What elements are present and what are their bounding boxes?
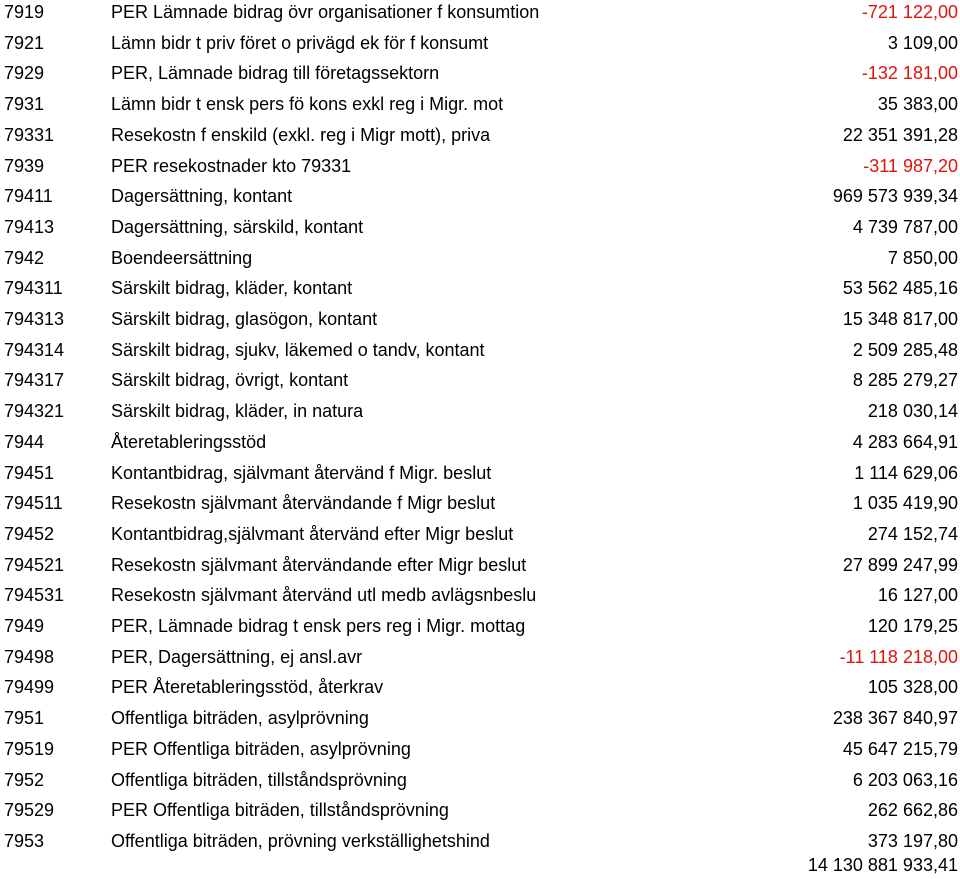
account-amount: 16 127,00 bbox=[877, 585, 958, 606]
account-description: PER, Lämnade bidrag t ensk pers reg i Migr. mottag bbox=[111, 616, 526, 636]
ledger-row bbox=[0, 304, 960, 334]
account-code: 794511 bbox=[4, 493, 63, 514]
account-amount: -132 181,00 bbox=[861, 63, 958, 84]
account-description: Dagersättning, särskild, kontant bbox=[111, 216, 364, 237]
ledger-row bbox=[0, 243, 960, 273]
ledger-row bbox=[0, 580, 960, 610]
account-code: 794521 bbox=[4, 554, 65, 575]
account-description: PER, Lämnade bidrag till företagssektorn bbox=[111, 63, 440, 84]
account-code: 79411 bbox=[4, 186, 53, 207]
account-description: Särskilt bidrag, övrigt, kontant bbox=[111, 370, 349, 391]
account-description: PER Återetableringsstöd, återkrav bbox=[111, 677, 384, 698]
account-amount: 22 351 391,28 bbox=[842, 124, 958, 145]
ledger-row bbox=[0, 458, 960, 488]
account-amount: 238 367 840,97 bbox=[832, 708, 958, 729]
account-amount: 35 383,00 bbox=[877, 94, 958, 115]
ledger-row bbox=[0, 703, 960, 733]
ledger-row bbox=[0, 28, 960, 58]
account-description: PER Lämnade bidrag övr organisationer f konsumtion bbox=[111, 2, 540, 22]
ledger-row bbox=[0, 642, 960, 672]
ledger-row bbox=[0, 120, 960, 150]
account-code: 7942 bbox=[4, 247, 45, 268]
account-description: PER, Dagersättning, ej ansl.avr bbox=[111, 646, 363, 667]
account-amount: 4 739 787,00 bbox=[852, 216, 958, 237]
account-amount: 120 179,25 bbox=[867, 616, 958, 636]
account-description: Offentliga biträden, tillståndsprövning bbox=[111, 769, 407, 790]
account-description: Kontantbidrag,självmant återvänd efter Migr beslut bbox=[111, 523, 514, 544]
ledger-row bbox=[0, 273, 960, 303]
account-description: Resekostn självmant återvändande efter Migr beslut bbox=[111, 554, 527, 575]
ledger-row bbox=[0, 151, 960, 181]
account-code: 79452 bbox=[4, 523, 55, 544]
ledger-row bbox=[0, 58, 960, 88]
account-code: 7919 bbox=[4, 2, 45, 22]
account-code: 79529 bbox=[4, 800, 55, 821]
account-amount: -11 118 218,00 bbox=[839, 646, 958, 667]
account-code: 7929 bbox=[4, 63, 45, 84]
account-code: 7944 bbox=[4, 431, 45, 452]
account-code: 7953 bbox=[4, 830, 45, 851]
account-amount: -311 987,20 bbox=[863, 155, 958, 176]
ledger-row bbox=[0, 611, 960, 641]
account-description: PER resekostnader kto 79331 bbox=[111, 155, 352, 176]
account-amount: 1 035 419,90 bbox=[852, 493, 958, 514]
account-code: 7921 bbox=[4, 32, 45, 53]
account-amount: -721 122,00 bbox=[861, 2, 958, 22]
account-amount: 1 114 629,06 bbox=[854, 462, 958, 483]
account-amount: 2 509 285,48 bbox=[852, 339, 958, 360]
ledger-row bbox=[0, 181, 960, 211]
account-amount: 4 283 664,91 bbox=[852, 431, 958, 452]
account-code: 794317 bbox=[4, 370, 65, 391]
account-description: Boendeersättning bbox=[111, 247, 253, 268]
account-amount: 274 152,74 bbox=[867, 523, 958, 544]
account-description: Lämn bidr t ensk pers fö kons exkl reg i Migr. mot bbox=[111, 94, 504, 115]
account-code: 79413 bbox=[4, 216, 55, 237]
account-description: Resekostn f enskild (exkl. reg i Migr mott), priva bbox=[111, 124, 491, 145]
account-amount: 969 573 939,34 bbox=[832, 186, 958, 207]
account-amount: 6 203 063,16 bbox=[852, 769, 958, 790]
account-description: PER Offentliga biträden, asylprövning bbox=[111, 738, 411, 759]
account-description: Särskilt bidrag, glasögon, kontant bbox=[111, 309, 378, 329]
account-code: 7951 bbox=[4, 708, 45, 729]
ledger-row bbox=[0, 519, 960, 549]
account-code: 7952 bbox=[4, 769, 45, 790]
account-description: Särskilt bidrag, kläder, kontant bbox=[111, 278, 353, 299]
account-description: Dagersättning, kontant bbox=[111, 186, 293, 207]
account-description: Återetableringsstöd bbox=[111, 431, 267, 452]
ledger-row bbox=[0, 795, 960, 825]
account-amount: 262 662,86 bbox=[867, 800, 958, 821]
account-description: Offentliga biträden, prövning verkställighetshind bbox=[111, 830, 490, 851]
account-code: 794531 bbox=[4, 585, 65, 606]
ledger-row bbox=[0, 488, 960, 518]
account-amount: 373 197,80 bbox=[867, 830, 958, 851]
account-code: 79498 bbox=[4, 646, 55, 667]
account-amount: 8 285 279,27 bbox=[852, 370, 958, 391]
ledger-row bbox=[0, 365, 960, 395]
grand-total: 14 130 881 933,41 bbox=[807, 855, 958, 875]
ledger-row bbox=[0, 427, 960, 457]
account-description: Särskilt bidrag, kläder, in natura bbox=[111, 401, 364, 422]
ledger-row bbox=[0, 550, 960, 580]
account-description: Resekostn självmant återvänd utl medb avlägsnbeslu bbox=[111, 585, 537, 606]
account-code: 794311 bbox=[4, 278, 63, 299]
account-amount: 218 030,14 bbox=[867, 401, 958, 422]
account-code: 794314 bbox=[4, 339, 65, 360]
ledger-row bbox=[0, 335, 960, 365]
account-code: 7931 bbox=[4, 94, 45, 115]
account-code: 794321 bbox=[4, 401, 65, 422]
account-code: 79519 bbox=[4, 738, 55, 759]
ledger-row bbox=[0, 89, 960, 119]
account-code: 79499 bbox=[4, 677, 55, 698]
account-code: 79331 bbox=[4, 124, 55, 145]
account-description: Särskilt bidrag, sjukv, läkemed o tandv, kontant bbox=[111, 339, 485, 360]
account-amount: 7 850,00 bbox=[887, 247, 958, 268]
account-description: Lämn bidr t priv föret o privägd ek för f konsumt bbox=[111, 32, 489, 53]
account-description: Offentliga biträden, asylprövning bbox=[111, 708, 369, 729]
account-code: 794313 bbox=[4, 309, 65, 329]
account-code: 79451 bbox=[4, 462, 55, 483]
ledger-row bbox=[0, 734, 960, 764]
ledger-row bbox=[0, 765, 960, 795]
ledger-row bbox=[0, 212, 960, 242]
account-amount: 3 109,00 bbox=[887, 32, 958, 53]
ledger-row bbox=[0, 0, 960, 27]
account-description: PER Offentliga biträden, tillståndsprövning bbox=[111, 800, 449, 821]
ledger-row bbox=[0, 672, 960, 702]
ledger-row bbox=[0, 396, 960, 426]
account-code: 7949 bbox=[4, 616, 45, 636]
account-code: 7939 bbox=[4, 155, 45, 176]
account-amount: 105 328,00 bbox=[867, 677, 958, 698]
account-amount: 53 562 485,16 bbox=[842, 278, 958, 299]
account-description: Kontantbidrag, självmant återvänd f Migr. beslut bbox=[111, 462, 492, 483]
account-amount: 27 899 247,99 bbox=[842, 554, 958, 575]
account-description: Resekostn självmant återvändande f Migr beslut bbox=[111, 493, 496, 514]
account-amount: 45 647 215,79 bbox=[842, 738, 958, 759]
account-amount: 15 348 817,00 bbox=[842, 309, 958, 329]
